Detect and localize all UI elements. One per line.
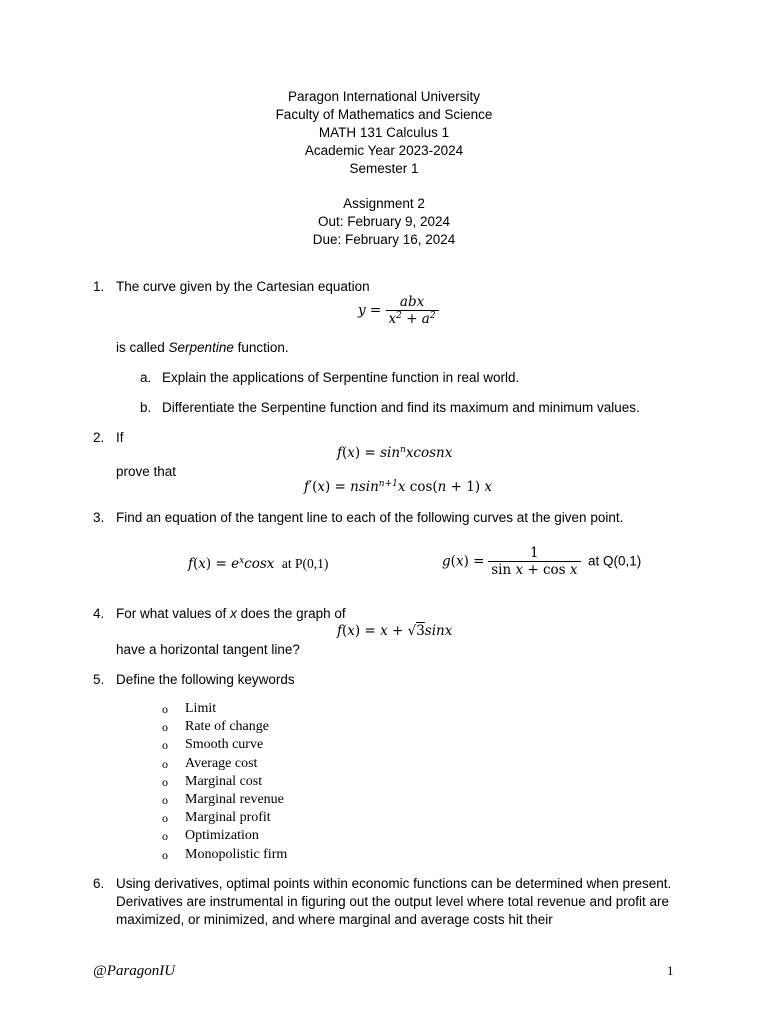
bullet-icon: o [162,847,168,862]
bullet-icon: o [162,738,168,753]
q3-text: Find an equation of the tangent line to each of the following curves at the given point. [116,510,624,525]
list-item: o Smooth curve [162,736,287,754]
q3-function-f: $f(x) = e^x\cos x$ at P(0,1) [188,556,329,572]
q2-if: If [116,430,124,445]
keyword-list [162,700,287,864]
out-date: Out: February 9, 2024 [317,214,451,229]
assignment-title: Assignment 2 [343,196,425,211]
q2-function: $f(x) = \sin^nxcosnx$ [337,445,453,461]
q2-number: 2. [93,430,105,445]
q5-number: 5. [93,672,105,687]
q4-text: For what values of x does the graph of [116,606,346,621]
q1a-text: Explain the applications of Serpentine function in real world. [162,370,520,385]
q2-prove: prove that [116,464,177,479]
list-item: o Monopolistic firm [162,846,287,864]
q4-text2: have a horizontal tangent line? [116,642,300,657]
bullet-icon: o [162,756,168,771]
q1b-label: b. [140,400,152,415]
list-item: o Optimization [162,827,287,845]
academic-year: Academic Year 2023-2024 [304,143,464,158]
bullet-icon: o [162,829,168,844]
bullet-icon: o [162,793,168,808]
q1b-text: Differentiate the Serpentine function and find its maximum and minimum values. [162,400,640,415]
semester: Semester 1 [349,161,419,176]
serpentine-word: Serpentine [168,340,234,355]
list-item: o Limit [162,700,287,718]
list-item: o Average cost [162,755,287,773]
university-name: Paragon International University [287,89,481,104]
q4-function: f(x) = x + √3sinx [337,623,453,639]
q1-called: is called Serpentine function. [116,340,289,355]
q1-intro: The curve given by the Cartesian equation [116,279,370,294]
serpentine-equation: y = $\frac{\text{abx}}{x^2 + a^2}$ [358,294,439,328]
footer-handle: @ParagonIU [93,963,176,979]
q3-number: 3. [93,510,105,525]
bullet-icon: o [162,720,168,735]
list-item: o Marginal profit [162,809,287,827]
q1-number: 1. [93,279,105,294]
list-item: o Marginal cost [162,773,287,791]
faculty-name: Faculty of Mathematics and Science [275,107,493,122]
list-item: o Rate of change [162,718,287,736]
list-item: o Marginal revenue [162,791,287,809]
bullet-icon: o [162,811,168,826]
page-number: 1 [667,963,674,978]
q1a-label: a. [140,370,152,385]
bullet-icon: o [162,774,168,789]
q6-number: 6. [93,876,105,891]
q3-function-g: g(x) = $\frac{1}{\text{sin x + cos x}}$ at Q(0,1) [442,545,642,578]
q6-text: Using derivatives, optimal points within economic functions can be determined when present. Derivatives are instrumental in figuring out the output level where total revenue and profit are maximized, or minimized, and where marginal and average costs hit their [116,876,672,927]
q2-derivative: f′(x) = nsin$^{n+1}$x cos(n + 1) x [304,479,493,495]
document-header [0,88,768,249]
due-date: Due: February 16, 2024 [312,232,456,247]
q4-number: 4. [93,606,105,621]
course-name: MATH 131 Calculus 1 [318,125,450,140]
q5-text: Define the following keywords [116,672,295,687]
bullet-icon: o [162,702,168,716]
